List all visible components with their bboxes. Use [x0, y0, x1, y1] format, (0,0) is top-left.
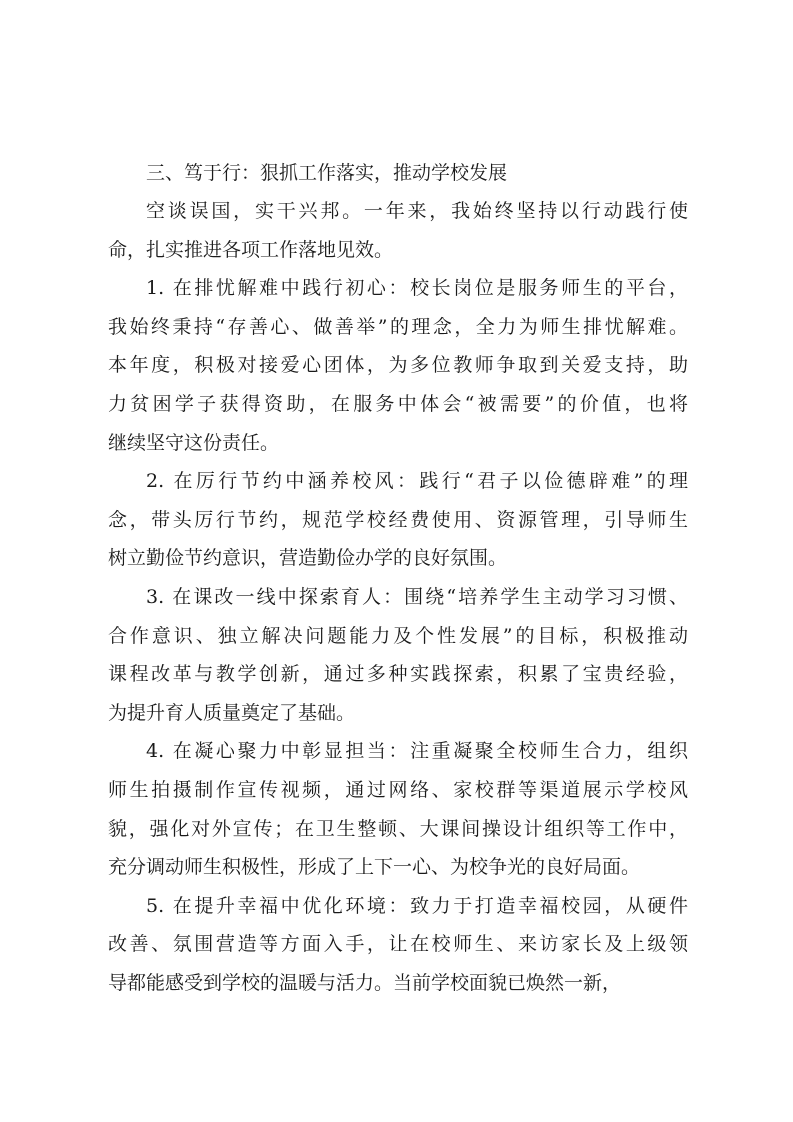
paragraph-line: 2. 在厉行节约中涵养校风：践行“君子以俭德辟难”的理 — [146, 470, 688, 493]
paragraph-line: 命，扎实推进各项工作落地见效。 — [108, 238, 394, 261]
paragraph-line: 改善、氛围营造等方面入手，让在校师生、来访家长及上级领 — [108, 933, 688, 956]
paragraph-line: 1. 在排忧解难中践行初心：校长岗位是服务师生的平台， — [146, 277, 688, 300]
paragraph-line: 5. 在提升幸福中优化环境：致力于打造幸福校园，从硬件 — [146, 894, 688, 917]
paragraph-item-1 — [108, 269, 688, 462]
document-body — [108, 154, 688, 1002]
paragraph-line: 树立勤俭节约意识，营造勤俭办学的良好氛围。 — [108, 547, 508, 570]
paragraph-line: 本年度，积极对接爱心团体，为多位教师争取到关爱支持，助 — [108, 354, 688, 377]
paragraph-line: 充分调动师生积极性，形成了上下一心、为校争光的良好局面。 — [108, 856, 641, 879]
paragraph-line: 继续坚守这份责任。 — [108, 431, 280, 454]
paragraph-item-2 — [108, 462, 688, 578]
paragraph-line: 师生拍摄制作宣传视频，通过网络、家校群等渠道展示学校风 — [108, 778, 688, 801]
paragraph-line: 课程改革与教学创新，通过多种实践探索，积累了宝贵经验， — [108, 663, 688, 686]
paragraph-intro — [108, 192, 688, 269]
paragraph-line: 念，带头厉行节约，规范学校经费使用、资源管理，引导师生 — [108, 508, 688, 531]
paragraph-line: 力贫困学子获得资助，在服务中体会“被需要”的价值，也将 — [108, 392, 688, 415]
paragraph-line: 为提升育人质量奠定了基础。 — [108, 701, 356, 724]
paragraph-item-5 — [108, 887, 688, 1003]
paragraph-line: 3. 在课改一线中探索育人：围绕“培养学生主动学习习惯、 — [146, 585, 688, 608]
paragraph-line: 4. 在凝心聚力中彰显担当：注重凝聚全校师生合力，组织 — [146, 740, 688, 763]
paragraph-line: 合作意识、独立解决问题能力及个性发展”的目标，积极推动 — [108, 624, 688, 647]
paragraph-item-3 — [108, 578, 688, 732]
paragraph-line: 我始终秉持“存善心、做善举”的理念，全力为师生排忧解难。 — [108, 315, 688, 338]
paragraph-line: 貌，强化对外宣传；在卫生整顿、大课间操设计组织等工作中， — [108, 817, 688, 840]
paragraph-item-4 — [108, 732, 688, 886]
section-heading: 三、笃于行：狠抓工作落实，推动学校发展 — [146, 162, 508, 184]
paragraph-line: 空谈误国，实干兴邦。一年来，我始终坚持以行动践行使 — [146, 200, 688, 222]
paragraph-line: 导都能感受到学校的温暖与活力。当前学校面貌已焕然一新， — [108, 971, 622, 994]
